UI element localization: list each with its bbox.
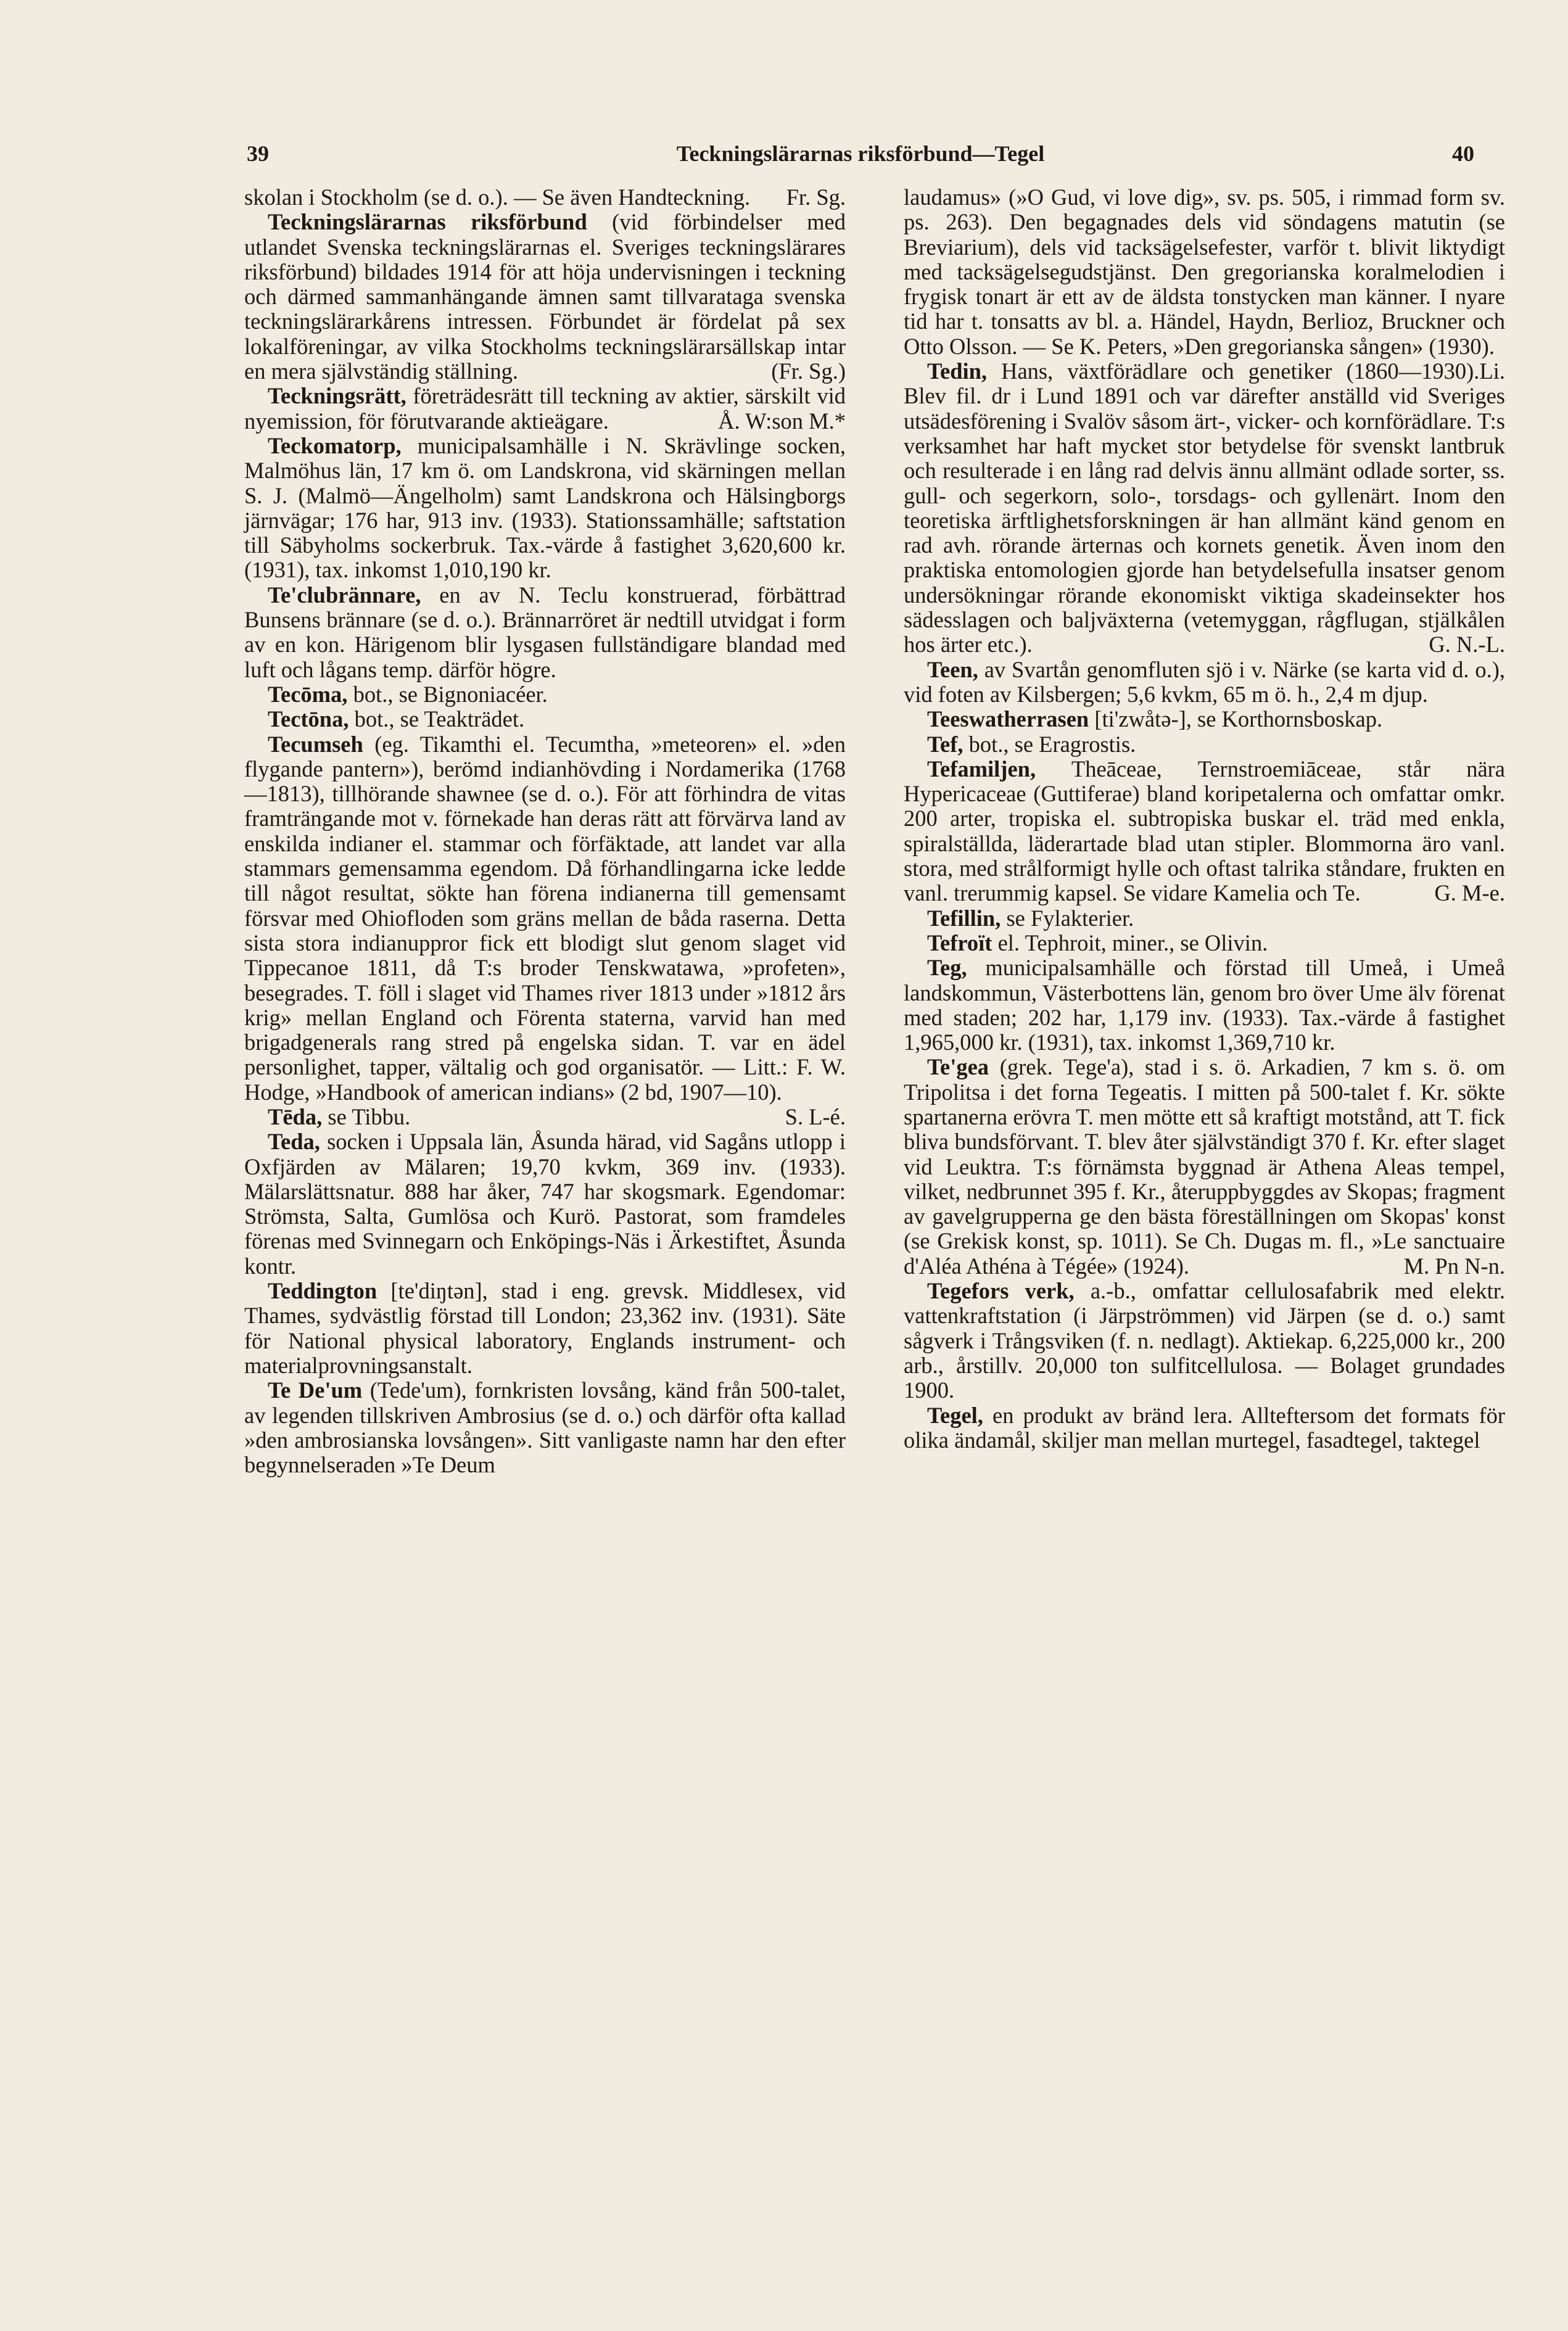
entry-signature: (Fr. Sg.) — [771, 358, 846, 384]
entry — [244, 210, 846, 384]
entry-text: bot., se Eragrostis. — [968, 731, 1136, 757]
entry-text: en av N. Teclu konstruerad, förbättrad Bunsens brännare (se d. o.). Brännarröret är nedtill utvidgat i form av en kon. Härigenom blir lysgasen fullständigare blandad med luft och lågans temp. därför högre. — [244, 582, 846, 682]
entry-text: socken i Uppsala län, Åsunda härad, vid Sagåns utlopp i Oxfjärden av Mälaren; 19,70 kvkm, 369 inv. (1933). Mälarslättsnatur. 888 har åker, 747 har skogsmark. Egendomar: Strömsta, Salta, Gumlösa och Kurö. Pastorat, som framdeles förenas med Svinnegarn och Enköpings-Näs i Ärkestiftet, Åsunda kontr. — [244, 1129, 846, 1279]
entry-signature: M. Pn N-n. — [1403, 1253, 1505, 1279]
entry-text: [te'diŋtən], stad i eng. grevsk. Middlesex, vid Thames, sydvästlig förstad till London; 23,362 inv. (1931). Säte för National physical laboratory, Englands instrument- och materialprovningsanstalt. — [244, 1278, 846, 1378]
right-column — [904, 185, 1505, 1453]
entry-text: a.-b., omfattar cellulosafabrik med elektr. vattenkraftstation (i Järpströmmen) vid Järpen (se d. o.) samt sågverk i Trångsviken (f. n. nedlagt). Aktiekap. 6,225,000 kr., 200 arb., årstillv. 20,000 ton sulfitcellulosa. — Bolaget grundades 1900. — [904, 1278, 1505, 1403]
entry-text: el. Tephroit, miner., se Olivin. — [997, 930, 1268, 955]
page-number-right: 40 — [1452, 141, 1474, 166]
entry-term: Teddington — [268, 1278, 378, 1304]
entry — [904, 757, 1505, 906]
entry-text: av Svartån genomfluten sjö i v. Närke (se karta vid d. o.), vid foten av Kilsbergen; 5,6 kvkm, 65 m ö. h., 2,4 m djup. — [904, 656, 1505, 707]
entry-term: Te'clubrännare, — [268, 582, 421, 608]
entry-term: Tegel, — [927, 1402, 983, 1428]
entry-term: Tēda, — [268, 1104, 323, 1129]
entry-text: (grek. Tege'a), stad i s. ö. Arkadien, 7 km s. ö. om Tripolitsa i det forna Tegeatis. I mitten på 500-talet f. Kr. sökte spartanerna erövra T. men mötte ett så kraftigt motstånd, att T. fick bliva bundsförvant. T. blev åter självständigt 370 f. Kr. efter slaget vid Leuktra. T:s förnämsta byggnad är Athena Aleas tempel, vilket, nedbrunnet 395 f. Kr., återuppbyggdes av Skopas; fragment av gavelgrupperna ge den bästa föreställningen om Skopas' konst (se Grekisk konst, sp. 1011). Se Ch. Dugas m. fl., »Le sanctuaire d'Aléa Athéna à Tégée» (1924). — [904, 1054, 1505, 1279]
entry-term: Tectōna, — [268, 706, 349, 732]
entry — [904, 1403, 1505, 1453]
entry-text: Hans, växtförädlare och genetiker (1860—1930). Blev fil. dr i Lund 1891 och var därefter anställd vid Sveriges utsädesförening i Svalöv såsom ärt-, vicker- och kornförädlare. T:s verksamhet har haft mycket stor betydelse för svenskt lantbruk och resulterade i en lång rad delvis ännu allmänt odlade sorter, ss. gull- och segerkorn, solo-, torsdags- och gyllenärt. Inom den teoretiska ärftlighetsforskningen är han allmänt känd genom en rad avh. rörande ärternas och kornets genetik. Även inom den praktiska entomologien gjorde han betydelsefulla insatser genom undersökningar rörande ekonomiskt viktiga skadeinsekter hos sädesslagen och baljväxterna (vetemyggan, rågflugan, stjälkålen hos ärter etc.). — [904, 358, 1505, 658]
entry-text: företrädesrätt till teckning av aktier, särskilt vid nyemission, för förutvarande aktieägare. — [244, 383, 846, 434]
entry-signature: G. M-e. — [1434, 880, 1505, 906]
entry — [904, 955, 1505, 1055]
entry-text: (eg. Tikamthi el. Tecumtha, »meteoren» el. »den flygande pantern»), berömd indianhövding i Nordamerika (1768—1813), tillhörande shawnee (se d. o.). För att förhindra de vitas framträngande mot v. förnekade han deras rätt att förvärva land av enskilda indianer el. stammar och förfäktade, att landet var alla stammars gemensamma egendom. Då förhandlingarna icke ledde till något resultat, sökte han förena indianerna till gemensamt försvar med Ohiofloden som gräns mellan de båda raserna. Detta sista stora indianuppror fick ett blodigt slut genom slaget vid Tippecanoe 1811, då T:s broder Tenskwatawa, »profeten», besegrades. T. föll i slaget vid Thames river 1813 under »1812 års krig» mellan England och Förenta staterna, varvid han med brigadgenerals rang stred på engelska sidan. T. var en ädel personlighet, tapper, vältalig och god organisatör. — Litt.: F. W. Hodge, »Handbook of american indians» (2 bd, 1907—10). — [244, 731, 846, 1105]
entry — [244, 682, 846, 707]
entry-term: Tecōma, — [268, 681, 348, 707]
page-number-left: 39 — [247, 141, 269, 166]
entry-text: municipalsamhälle och förstad till Umeå, i Umeå landskommun, Västerbottens län, genom bro över Ume älv förenat med staden; 202 har, 1,179 inv. (1933). Tax.-värde å fastighet 1,965,000 kr. (1931), tax. inkomst 1,369,710 kr. — [904, 955, 1505, 1055]
entry — [904, 707, 1505, 732]
page-header — [247, 141, 1474, 178]
entry — [904, 1055, 1505, 1279]
entry-term: Teda, — [268, 1129, 320, 1155]
entry-signature: Li. — [1479, 358, 1505, 384]
entry-term: Teckningslärarnas riksförbund — [268, 209, 587, 235]
entry-text: skolan i Stockholm (se d. o.). — Se även Handteckning. — [244, 184, 751, 210]
entry — [244, 384, 846, 434]
entry-term: Te'gea — [927, 1054, 989, 1080]
entry-term: Tefillin, — [927, 905, 1001, 931]
entry — [244, 1105, 846, 1129]
entry-text: se Fylakterier. — [1006, 905, 1134, 931]
entry-signature: G. N.-L. — [1429, 632, 1505, 658]
entry-text: se Tibbu. — [328, 1104, 411, 1129]
entry-term: Tefamiljen, — [927, 756, 1036, 782]
entry-term: Tegefors verk, — [927, 1278, 1075, 1304]
entry — [244, 707, 846, 732]
entry-text: bot., se Teakträdet. — [354, 706, 525, 732]
entry-text: [ti'zwåtə-], se Korthornsboskap. — [1094, 706, 1383, 732]
entry-text: en produkt av bränd lera. Allteftersom det formats för olika ändamål, skiljer man mellan murtegel, fasadtegel, taktegel — [904, 1402, 1505, 1453]
entry-text: (vid förbindelser med utlandet Svenska teckningslärarnas el. Sveriges teckningslärares riksförbund) bildades 1914 för att höja undervisningen i teckning och därmed sammanhängande ämnen samt tillvarataga svenska teckningslärarkårens intressen. Förbundet är fördelat på sex lokalföreningar, av vilka Stockholms teckningslärarsällskap intar en mera självständig ställning. — [244, 209, 846, 384]
entry — [244, 185, 846, 210]
entry-term: Teckningsrätt, — [268, 383, 406, 409]
entry-term: Teg, — [927, 955, 967, 981]
entry — [904, 931, 1505, 955]
entry — [904, 359, 1505, 658]
entry — [244, 434, 846, 583]
entry-term: Teeswatherrasen — [927, 706, 1089, 732]
entry — [244, 1129, 846, 1279]
entry-term: Tecumseh — [268, 731, 363, 757]
entry-text: (Tede'um), fornkristen lovsång, känd från 500-talet, av legenden tillskriven Ambrosius (se d. o.) och därför ofta kallad »den ambrosianska lovsången». Sitt vanligaste namn har den efter begynnelseraden »Te Deum — [244, 1377, 846, 1478]
running-title: Teckningslärarnas riksförbund—Tegel — [676, 141, 1045, 166]
entry-text: Theāceae, Ternstroemiāceae, står nära Hypericaceae (Guttiferae) bland koripetalerna och omfattar omkr. 200 arter, tropiska el. subtropiska buskar el. träd med enkla, spiralställda, läderartade blad utan stipler. Blommorna äro vanl. stora, med strålformigt hylle och oftast talrika ståndare, frukten en vanl. trerummig kapsel. Se vidare Kamelia och Te. — [904, 756, 1506, 906]
entry-term: Te De'um — [268, 1377, 363, 1403]
entry-term: Teckomatorp, — [268, 432, 402, 458]
entry-text: laudamus» (»O Gud, vi love dig», sv. ps. 505, i rimmad form sv. ps. 263). Den begagnades dels vid söndagens matutin (se Breviarium), dels vid tacksägelsefester, varför t. blivit liktydigt med tacksägelsegudstjänst. Den gregorianska koralmelodien i frygisk tonart är ett av de äldsta tonstycken man känner. I nyare tid har t. tonsatts av bl. a. Händel, Haydn, Berlioz, Bruckner och Otto Olsson. — Se K. Peters, »Den gregorianska sången» (1930). — [904, 184, 1505, 359]
left-column — [244, 185, 846, 1477]
entry — [904, 1279, 1505, 1403]
entry-signature: S. L-é. — [785, 1104, 846, 1129]
entry-text: bot., se Bignoniacéer. — [353, 681, 548, 707]
entry — [244, 1279, 846, 1378]
entry-signature: Fr. Sg. — [786, 184, 846, 210]
entry-signature: Å. W:son M.* — [718, 408, 846, 434]
entry — [244, 1378, 846, 1477]
entry — [904, 906, 1505, 931]
entry — [904, 658, 1505, 708]
entry-term: Tef, — [927, 731, 963, 757]
entry — [904, 732, 1505, 757]
entry-term: Tefroït — [927, 930, 992, 955]
entry-term: Tedin, — [927, 358, 988, 384]
entry-term: Teen, — [927, 656, 978, 682]
entry — [244, 583, 846, 682]
entry-text: municipalsamhälle i N. Skrävlinge socken, Malmöhus län, 17 km ö. om Landskrona, vid skärningen mellan S. J. (Malmö—Ängelholm) samt Landskrona och Hälsingborgs järnvägar; 176 har, 913 inv. (1933). Stationssamhälle; saftstation till Säbyholms sockerbruk. Tax.-värde å fastighet 3,620,600 kr. (1931), tax. inkomst 1,010,190 kr. — [244, 432, 846, 583]
